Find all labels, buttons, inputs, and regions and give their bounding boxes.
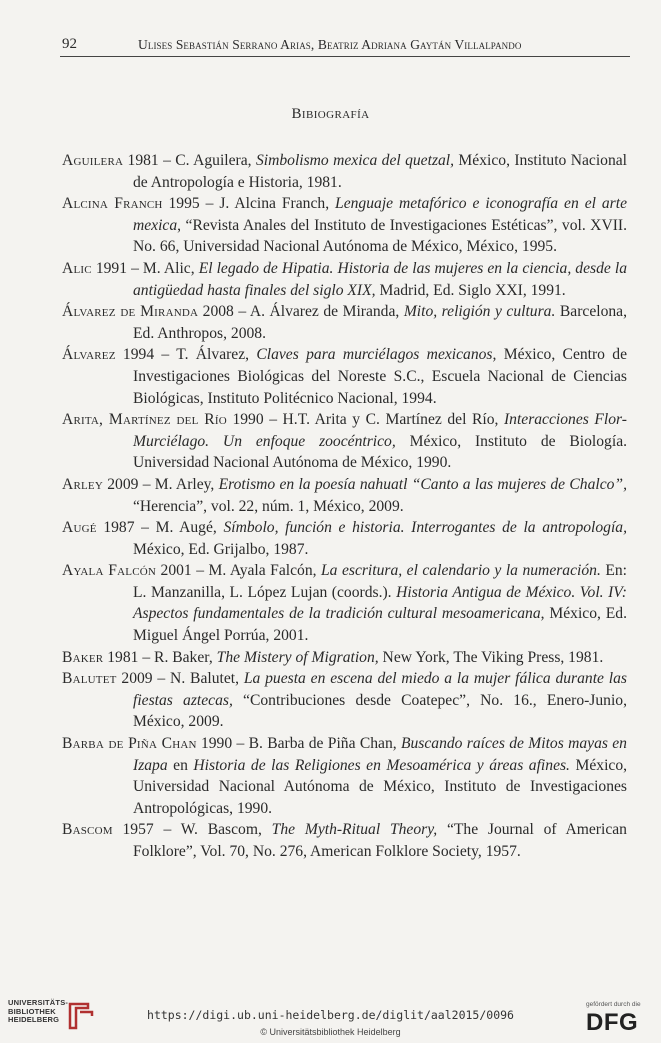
bibliography-entry: [62, 647, 627, 669]
entry-text: México, Ed. Grijalbo, 1987.: [133, 540, 309, 558]
entry-title: Mito, religión y cultura.: [403, 303, 556, 321]
entry-text: Barcelona, Ed. Anthropos, 2008.: [133, 303, 627, 342]
entry-author-key: Alcina Franch: [62, 195, 163, 213]
entry-text: 1991 – M. Alic,: [91, 259, 199, 277]
entry-author-key: Bascom: [62, 821, 113, 839]
entry-text: 2009 – M. Arley,: [102, 475, 219, 493]
entry-text: 1990 – B. Barba de Piña Chan,: [196, 735, 401, 753]
page-url[interactable]: https://digi.ub.uni-heidelberg.de/diglit/aal2015/0096: [147, 1008, 514, 1022]
entry-text: 1995 – J. Alcina Franch,: [162, 195, 336, 213]
entry-text: 2009 – N. Balutet,: [116, 670, 244, 688]
entry-title: El legado de Hipatia. Historia de las mujeres en la ciencia, desde la antigüedad hasta finales del siglo XIX,: [133, 259, 627, 299]
entry-title: The Myth-Ritual Theory,: [271, 821, 438, 839]
entry-text: “Contribuciones desde Coatepec”, No. 16., Enero-Junio, México, 2009.: [133, 691, 627, 731]
entry-author-key: Álvarez: [62, 346, 116, 364]
bibliography-entry: [62, 409, 627, 474]
section-title: Bibiografía: [291, 106, 370, 122]
entry-title: Buscando raíces de Mitos mayas en Izapa: [133, 735, 627, 774]
entry-text: En: L. Manzanilla, L. López Lujan (coords.).: [133, 562, 628, 601]
entry-text: , México, Ed. Miguel Ángel Porrúa, 2001.: [133, 605, 627, 645]
bibliography-entry: [62, 517, 627, 560]
entry-author-key: Alic: [62, 259, 92, 277]
entry-text: New York, The Viking Press, 1981.: [378, 648, 604, 666]
bibliography-entry: [62, 150, 627, 193]
bibliography-entry: [62, 258, 627, 301]
entry-text: “Herencia”, vol. 22, núm. 1, México, 2009.: [133, 497, 404, 515]
entry-text: , “Revista Anales del Instituto de Investigaciones Estéticas”, vol. XVII. No. 66, Universidad Nacional Autónoma de México, México, 1995.: [133, 216, 627, 256]
entry-title: La puesta en escena del miedo a la mujer fálica durante las fiestas aztecas,: [133, 670, 627, 709]
entry-title: Erotismo en la poesía nahuatl “Canto a las mujeres de Chalco”,: [218, 475, 627, 493]
page-number: 92: [62, 36, 77, 52]
bibliography-entry: [62, 668, 627, 733]
bibliography-entry: [62, 733, 627, 819]
entry-title: Lenguaje metafórico e iconografía en el arte mexica: [133, 195, 627, 234]
bibliography-entry: [62, 344, 627, 409]
entry-text: México, Centro de Investigaciones Biológicas del Noreste S.C., Escuela Nacional de Ciencias Biológicas, Instituto Politécnico Nacional, 1994.: [133, 346, 628, 407]
entry-text: 1981 – C. Aguilera,: [123, 152, 256, 169]
page-footer: [0, 996, 661, 1043]
entry-text: 1981 – R. Baker,: [103, 648, 217, 666]
entry-title: Interacciones Flor-Murciélago. Un enfoque zoocéntrico,: [133, 411, 627, 450]
copyright-notice: © Universitätsbibliothek Heidelberg: [260, 1027, 401, 1037]
entry-title: Claves para murciélagos mexicanos,: [256, 346, 497, 364]
entry-author-key: Baker: [62, 648, 104, 666]
entry-text: Madrid, Ed. Siglo XXI, 1991.: [375, 281, 566, 299]
bibliography-entry: [62, 560, 627, 646]
entry-text: México, Universidad Nacional Autónoma de México, Instituto de Investigaciones Antropológicas, 1990.: [133, 756, 628, 817]
bibliography-entry: [62, 301, 627, 344]
entry-text: 2008 – A. Álvarez de Miranda,: [198, 303, 404, 321]
entry-text: México, Instituto Nacional de Antropología e Historia, 1981.: [133, 152, 628, 191]
entry-text: 1957 – W. Bascom,: [112, 821, 272, 839]
entry-author-key: Arley: [62, 475, 103, 493]
entry-text: “The Journal of American Folklore”, Vol. 70, No. 276, American Folklore Society, 1957.: [133, 821, 627, 860]
entry-title: Historia de las Religiones en Mesoamérica y áreas afines.: [193, 756, 570, 774]
entry-title: Símbolo, función e historia. Interrogantes de la antropología,: [223, 519, 627, 537]
entry-author-key: Augé: [62, 519, 97, 537]
entry-title: The Mistery of Migration,: [216, 648, 379, 666]
running-head: Ulises Sebastián Serrano Arias, Beatriz Adriana Gaytán Villalpando: [138, 37, 522, 52]
entry-text: 2001 – M. Ayala Falcón,: [156, 562, 321, 580]
library-line: HEIDELBERG: [8, 1015, 60, 1024]
entry-title: Simbolismo mexica del quetzal,: [255, 152, 455, 169]
bibliography-entry: [62, 193, 627, 258]
library-line: BIBLIOTHEK: [8, 1006, 56, 1016]
entry-author-key: Barba de Piña Chan: [62, 735, 197, 753]
bibliography-entry: [62, 819, 627, 862]
entry-text: 1994 – T. Álvarez,: [115, 346, 257, 364]
entry-author-key: Arita, Martínez del Río: [62, 411, 227, 429]
dfg-logo: DFG: [586, 1009, 639, 1036]
entry-text: México, Instituto de Biología. Universidad Nacional Autónoma de México, 1990.: [133, 432, 628, 472]
entry-author-key: Ayala Falcón: [62, 562, 157, 580]
entry-text: 1990 – H.T. Arita y C. Martínez del Río,: [226, 411, 504, 429]
entry-text: 1987 – M. Augé,: [96, 519, 224, 537]
entry-author-key: Balutet: [62, 670, 117, 688]
entry-author-key: Álvarez de Miranda: [62, 303, 199, 321]
entry-title: Historia Antigua de México. Vol. IV: Aspectos fundamentales de la tradición cultural mesoamericana: [133, 583, 627, 623]
entry-author-key: Aguilera: [62, 152, 124, 169]
page-header: [60, 34, 630, 57]
entry-text: en: [167, 756, 194, 774]
bibliography-list: [62, 150, 627, 863]
library-line: UNIVERSITÄTS-: [8, 998, 69, 1007]
entry-title: La escritura, el calendario y la numeración.: [321, 562, 601, 580]
bibliography-entry: [62, 474, 627, 517]
funded-by-label: gefördert durch die: [586, 1001, 641, 1008]
